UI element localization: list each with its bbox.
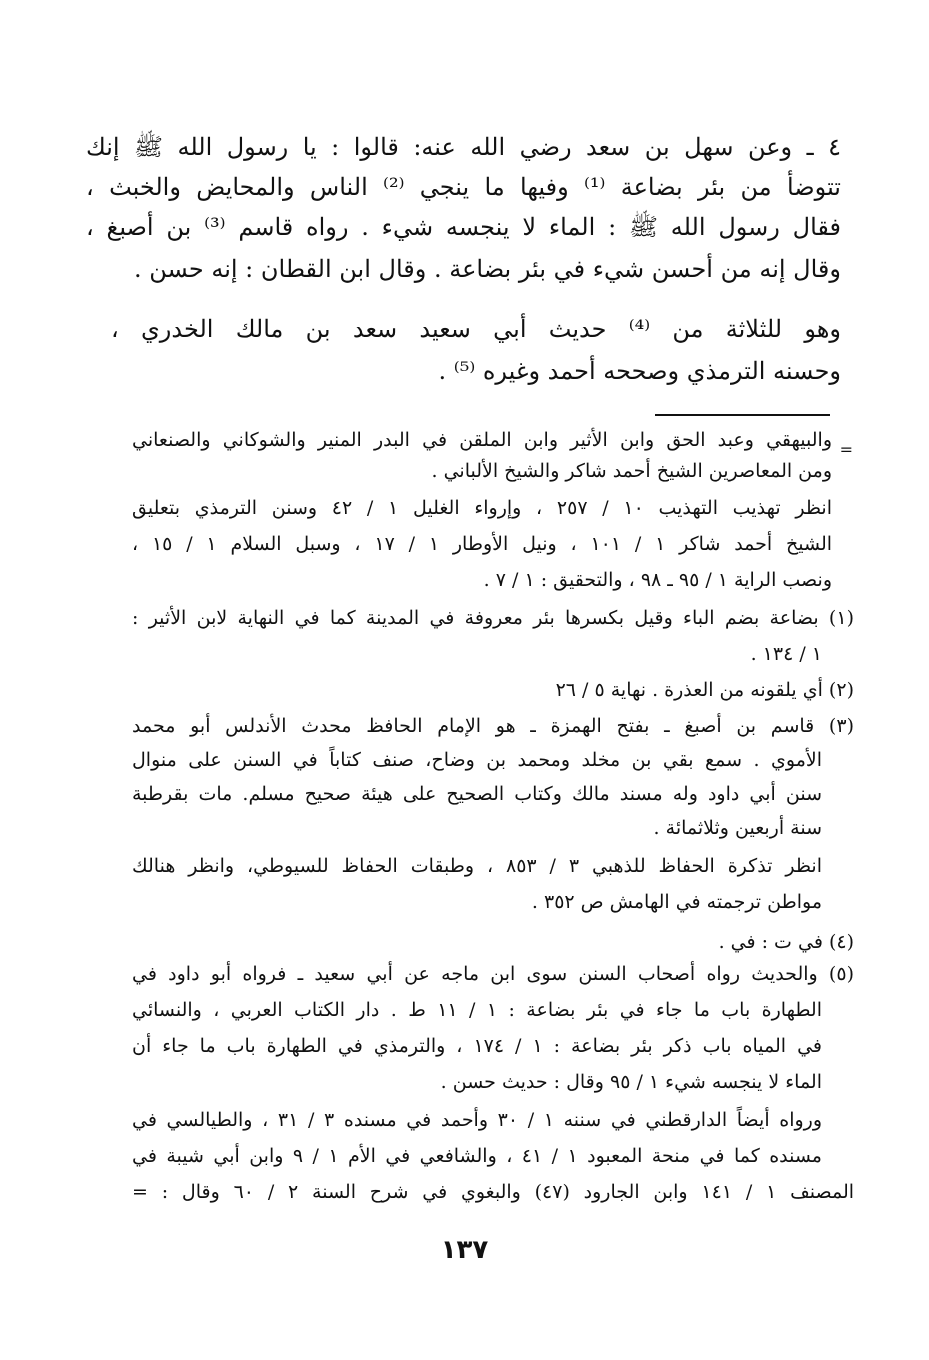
page-number: ١٣٧ [440, 1235, 489, 1265]
footnote-5-line-4: الماء لا ينجسه شيء ١ / ٩٥ وقال : حديث حسن . [440, 1071, 822, 1093]
footnote-1-line-2: ١ / ١٣٤ . [750, 643, 822, 665]
fn-cont-line-5: ونصب الراية ١ / ٩٥ ـ ٩٨ ، والتحقيق : ١ / ٧ . [483, 569, 832, 591]
hadith-line-3: فقال رسول الله ﷺ : الماء لا ينجسه شيء . رواه قاسم ⁽³⁾ بن أصبغ ، [86, 213, 842, 241]
footnote-divider [655, 414, 830, 416]
fn-cont-line-3: انظر تهذيب التهذيب ١٠ / ٢٥٧ ، وإرواء الغليل ١ / ٤٢ وسنن الترمذي بتعليق [132, 497, 832, 519]
footnote-1-line-1: (١) بضاعة بضم الباء وقيل بكسرها بئر معروفة في المدينة كما في النهاية لابن الأثير : [132, 607, 854, 629]
footnote-5-line-2: الطهارة باب ما جاء في بئر بضاعة : ١ / ١١ ط . دار الكتاب العربي ، والنسائي [132, 999, 823, 1021]
fn-cont-line-2: ومن المعاصرين الشيخ أحمد شاكر والشيخ الألباني . [431, 460, 832, 482]
footnote-3-line-5: انظر تذكرة الحفاظ للذهبي ٣ / ٨٥٣ ، وطبقات الحفاظ للسيوطي، وانظر هنالك [132, 855, 822, 877]
footnote-5-line-6: مسنده كما في منحة المعبود ١ / ٤١ ، والشافعي في الأم ١ / ٩ وابن أبي شيبة في [132, 1145, 822, 1167]
footnote-2-line-1: (٢) أي يلقونه من العذرة . نهاية ٥ / ٢٦ [555, 679, 854, 701]
footnote-5-line-5: ورواه أيضاً الدارقطني في سننه ١ / ٣٠ وأحمد في مسنده ٣ / ٣١ ، والطيالسي في [132, 1109, 822, 1131]
footnote-3-line-2: الأموي . سمع بقي بن مخلد ومحمد بن وضاح، صنف كتاباً في السنن على منوال [132, 749, 822, 771]
footnote-5-line-3: في المياه باب ذكر بئر بضاعة : ١ / ١٧٤ ، والترمذي في الطهارة باب ما جاء أن [132, 1035, 822, 1057]
footnote-3-line-6: مواطن ترجمته في الهامش ص ٣٥٢ . [531, 891, 822, 913]
note-line-2: وحسنه الترمذي وصححه أحمد وغيره ⁽⁵⁾ . [438, 357, 841, 385]
footnote-5-line-1: (٥) والحديث رواه أصحاب السنن سوى ابن ماجه عن أبي سعيد ـ فرواه أبو داود في [132, 963, 854, 985]
note-line-1: وهو للثلاثة من ⁽⁴⁾ حديث أبي سعيد سعد بن مالك الخدري ، [111, 315, 841, 343]
fn-cont-line-1: والبيهقي وعبد الحق وابن الأثير وابن الملقن في البدر المنير والشوكاني والصنعاني [132, 429, 832, 451]
hadith-line-2: تتوضأ من بئر بضاعة ⁽¹⁾ وفيها ما ينجي ⁽²⁾ الناس والمحايض والخبث ، [86, 173, 841, 201]
footnote-3-line-3: سنن أبي داود وله مسند مالك وكتاب الصحيح على هيئة صحيح مسلم. مات بقرطبة [132, 783, 822, 805]
hadith-line-4: وقال إنه من أحسن شيء في بئر بضاعة . وقال ابن القطان : إنه حسن . [133, 255, 841, 283]
continuation-mark: = [839, 440, 853, 459]
footnote-4-line-1: (٤) في ت : في . [718, 931, 854, 953]
fn-cont-line-4: الشيخ أحمد شاكر ١ / ١٠١ ، ونيل الأوطار ١ / ١٧ ، وسبل السلام ١ / ١٥ ، [132, 533, 833, 555]
footnote-3-line-4: سنة أربعين وثلاثمائة . [653, 817, 822, 839]
footnote-5-line-7: المصنف ١ / ١٤١ وابن الجارود (٤٧) والبغوي في شرح السنة ٢ / ٦٠ وقال : = [132, 1181, 855, 1203]
hadith-line-1: ٤ ـ وعن سهل بن سعد رضي الله عنه: قالوا : يا رسول الله ﷺ إنك [86, 133, 841, 161]
footnote-3-line-1: (٣) قاسم بن أصبغ ـ بفتح الهمزة ـ هو الإمام الحافظ محدث الأندلس أبو محمد [132, 715, 854, 737]
